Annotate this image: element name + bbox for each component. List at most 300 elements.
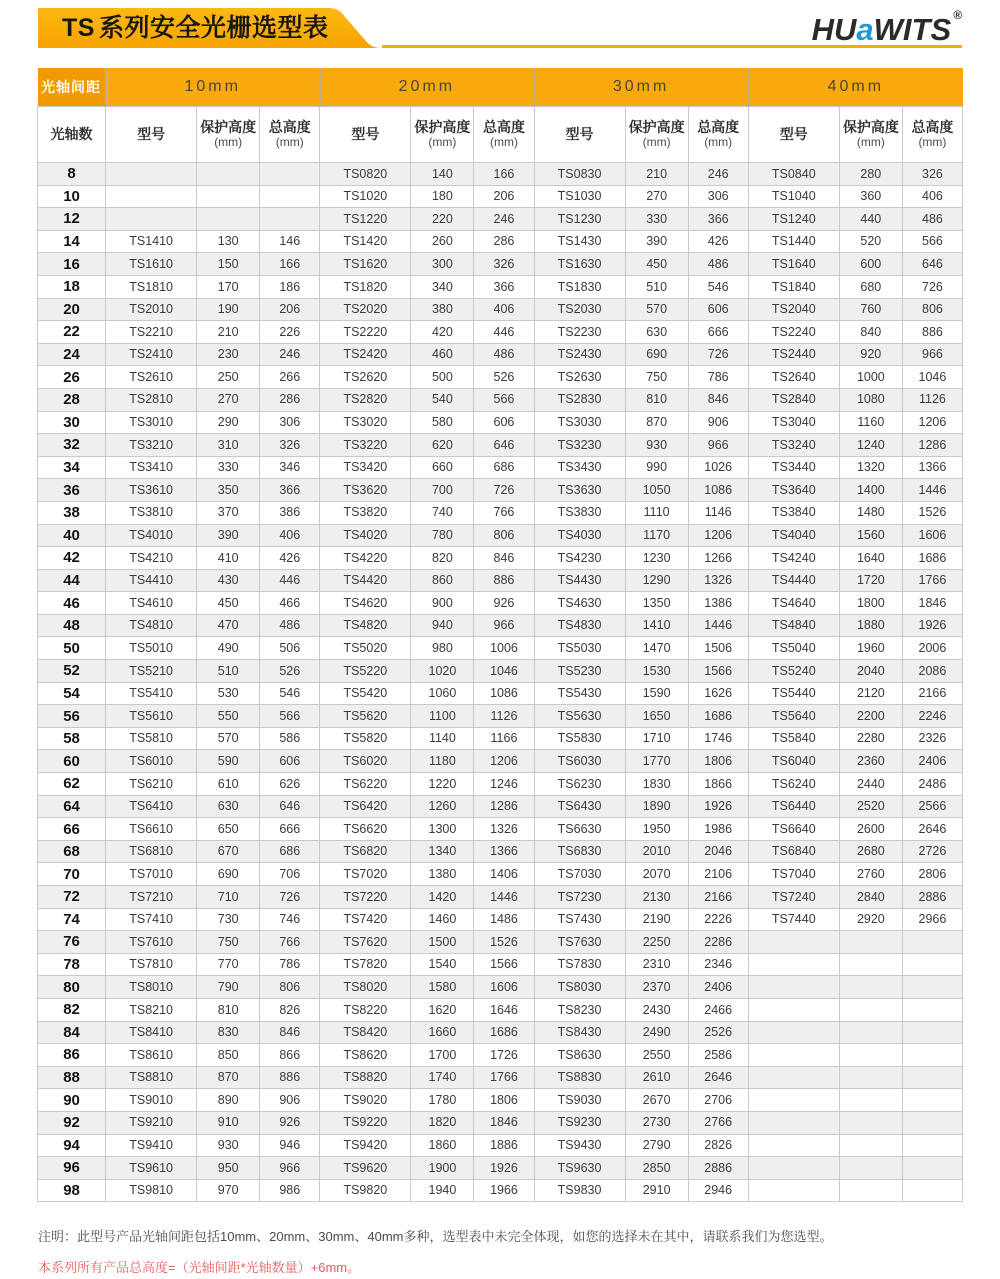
protect-height-cell: 520 xyxy=(839,230,902,253)
model-cell: TS7040 xyxy=(748,863,839,886)
total-height-cell: 786 xyxy=(688,366,748,389)
model-cell: TS1420 xyxy=(320,230,411,253)
total-height-cell: 906 xyxy=(260,1089,320,1112)
model-cell: TS2810 xyxy=(106,388,197,411)
total-height-cell: 706 xyxy=(260,863,320,886)
axes-count-cell: 16 xyxy=(38,253,106,276)
total-height-cell: 546 xyxy=(260,682,320,705)
model-cell: TS7230 xyxy=(534,886,625,909)
total-height-cell: 1326 xyxy=(688,569,748,592)
model-cell: TS4240 xyxy=(748,547,839,570)
total-height-cell: 2326 xyxy=(902,727,962,750)
total-height-cell: 2566 xyxy=(902,795,962,818)
total-height-cell: 1986 xyxy=(688,818,748,841)
total-height-cell: 1286 xyxy=(902,434,962,457)
model-cell: TS4820 xyxy=(320,614,411,637)
model-cell: TS6830 xyxy=(534,840,625,863)
axes-count-cell: 50 xyxy=(38,637,106,660)
model-cell: TS1440 xyxy=(748,230,839,253)
model-cell: TS3610 xyxy=(106,479,197,502)
protect-height-cell: 2070 xyxy=(625,863,688,886)
protect-height-cell: 450 xyxy=(625,253,688,276)
model-cell: TS7410 xyxy=(106,908,197,931)
model-cell: TS2040 xyxy=(748,298,839,321)
model-cell: TS7430 xyxy=(534,908,625,931)
total-height-cell: 1206 xyxy=(902,411,962,434)
table-row-axes-60 xyxy=(38,750,963,773)
total-height-cell: 406 xyxy=(902,185,962,208)
axes-count-cell: 44 xyxy=(38,569,106,592)
table-row-axes-84 xyxy=(38,1021,963,1044)
table-row-axes-16 xyxy=(38,253,963,276)
protect-height-cell: 1380 xyxy=(411,863,474,886)
model-cell: TS3630 xyxy=(534,479,625,502)
model-cell: TS7820 xyxy=(320,953,411,976)
axes-count-cell: 22 xyxy=(38,321,106,344)
axes-count-cell: 46 xyxy=(38,592,106,615)
model-cell: TS1430 xyxy=(534,230,625,253)
protect-height-cell: 1580 xyxy=(411,976,474,999)
total-height-cell: 1526 xyxy=(474,931,534,954)
protect-height-cell: 1710 xyxy=(625,727,688,750)
total-height-cell: 806 xyxy=(260,976,320,999)
protect-height-cell: 830 xyxy=(197,1021,260,1044)
total-height-cell: 2226 xyxy=(688,908,748,931)
page-title-rest: 系列安全光栅选型表 xyxy=(98,14,329,42)
model-cell: TS8810 xyxy=(106,1066,197,1089)
protect-height-cell: 660 xyxy=(411,456,474,479)
total-height-cell: 826 xyxy=(260,998,320,1021)
protect-height-cell: 180 xyxy=(411,185,474,208)
page-title-prefix: TS xyxy=(62,14,95,42)
protect-height-cell: 2760 xyxy=(839,863,902,886)
protect-height-cell xyxy=(839,1089,902,1112)
protect-height-cell: 450 xyxy=(197,592,260,615)
table-row-axes-8 xyxy=(38,163,963,186)
total-height-cell xyxy=(902,1021,962,1044)
model-cell: TS9230 xyxy=(534,1111,625,1134)
total-height-cell: 1046 xyxy=(902,366,962,389)
table-row-axes-36 xyxy=(38,479,963,502)
model-cell: TS2630 xyxy=(534,366,625,389)
protect-height-cell: 270 xyxy=(625,185,688,208)
protect-height-cell: 700 xyxy=(411,479,474,502)
table-row-axes-40 xyxy=(38,524,963,547)
total-height-cell: 386 xyxy=(260,501,320,524)
total-height-cell: 966 xyxy=(474,614,534,637)
total-height-cell: 1006 xyxy=(474,637,534,660)
total-height-header: 总高度 (mm) xyxy=(688,107,748,163)
total-height-cell: 846 xyxy=(688,388,748,411)
table-row-axes-62 xyxy=(38,773,963,796)
protect-height-cell: 2120 xyxy=(839,682,902,705)
total-height-cell: 246 xyxy=(260,343,320,366)
model-cell: TS5020 xyxy=(320,637,411,660)
total-height-cell xyxy=(902,931,962,954)
model-cell xyxy=(748,953,839,976)
total-height-cell: 1406 xyxy=(474,863,534,886)
total-height-cell: 1606 xyxy=(902,524,962,547)
model-cell: TS7630 xyxy=(534,931,625,954)
model-cell: TS4810 xyxy=(106,614,197,637)
axes-count-header: 光轴数 xyxy=(38,107,106,163)
model-cell: TS8830 xyxy=(534,1066,625,1089)
protect-height-header: 保护高度 (mm) xyxy=(197,107,260,163)
total-height-cell: 646 xyxy=(902,253,962,276)
axes-count-cell: 98 xyxy=(38,1179,106,1202)
model-cell: TS9630 xyxy=(534,1157,625,1180)
model-cell: TS8210 xyxy=(106,998,197,1021)
table-row-axes-24 xyxy=(38,343,963,366)
protect-height-cell: 420 xyxy=(411,321,474,344)
model-header: 型号 xyxy=(534,107,625,163)
total-height-cell xyxy=(902,953,962,976)
protect-height-cell: 650 xyxy=(197,818,260,841)
total-height-cell: 566 xyxy=(260,705,320,728)
model-cell: TS4010 xyxy=(106,524,197,547)
protect-height-cell: 1530 xyxy=(625,660,688,683)
protect-height-cell: 1890 xyxy=(625,795,688,818)
model-cell: TS4640 xyxy=(748,592,839,615)
protect-height-cell: 950 xyxy=(197,1157,260,1180)
protect-height-cell: 1650 xyxy=(625,705,688,728)
model-cell: TS8630 xyxy=(534,1044,625,1067)
model-cell: TS0840 xyxy=(748,163,839,186)
axes-count-cell: 40 xyxy=(38,524,106,547)
table-row-axes-96 xyxy=(38,1157,963,1180)
protect-height-cell: 220 xyxy=(411,208,474,231)
protect-height-cell: 440 xyxy=(839,208,902,231)
total-height-cell: 766 xyxy=(260,931,320,954)
model-cell: TS9610 xyxy=(106,1157,197,1180)
total-height-cell xyxy=(902,1111,962,1134)
total-height-cell: 1206 xyxy=(688,524,748,547)
protect-height-cell: 270 xyxy=(197,388,260,411)
total-height-cell: 2706 xyxy=(688,1089,748,1112)
total-height-header: 总高度 (mm) xyxy=(474,107,534,163)
total-height-cell: 446 xyxy=(474,321,534,344)
model-header: 型号 xyxy=(106,107,197,163)
axes-count-cell: 86 xyxy=(38,1044,106,1067)
model-cell: TS1230 xyxy=(534,208,625,231)
axes-count-cell: 54 xyxy=(38,682,106,705)
protect-height-cell: 370 xyxy=(197,501,260,524)
total-height-cell: 566 xyxy=(902,230,962,253)
model-cell: TS9810 xyxy=(106,1179,197,1202)
protect-height-cell: 1900 xyxy=(411,1157,474,1180)
axes-count-cell: 12 xyxy=(38,208,106,231)
model-cell: TS3620 xyxy=(320,479,411,502)
protect-height-cell: 980 xyxy=(411,637,474,660)
model-cell xyxy=(106,163,197,186)
total-height-cell: 626 xyxy=(260,773,320,796)
total-height-cell: 1146 xyxy=(688,501,748,524)
model-cell: TS4030 xyxy=(534,524,625,547)
protect-height-cell: 1220 xyxy=(411,773,474,796)
total-height-cell: 1886 xyxy=(474,1134,534,1157)
protect-height-cell: 1400 xyxy=(839,479,902,502)
protect-height-cell: 2200 xyxy=(839,705,902,728)
total-height-cell xyxy=(260,163,320,186)
total-height-cell: 1846 xyxy=(902,592,962,615)
model-cell: TS6820 xyxy=(320,840,411,863)
model-cell: TS5440 xyxy=(748,682,839,705)
axes-count-cell: 58 xyxy=(38,727,106,750)
total-height-cell: 686 xyxy=(260,840,320,863)
protect-height-cell: 590 xyxy=(197,750,260,773)
axes-count-cell: 88 xyxy=(38,1066,106,1089)
model-cell: TS6040 xyxy=(748,750,839,773)
total-height-cell: 1686 xyxy=(474,1021,534,1044)
protect-height-cell: 2550 xyxy=(625,1044,688,1067)
model-cell: TS9430 xyxy=(534,1134,625,1157)
protect-height-header: 保护高度 (mm) xyxy=(625,107,688,163)
axes-count-cell: 30 xyxy=(38,411,106,434)
axes-count-cell: 92 xyxy=(38,1111,106,1134)
total-height-cell: 886 xyxy=(260,1066,320,1089)
protect-height-cell: 1000 xyxy=(839,366,902,389)
total-height-cell xyxy=(902,1044,962,1067)
axes-count-cell: 24 xyxy=(38,343,106,366)
axes-count-cell: 18 xyxy=(38,275,106,298)
table-row-axes-48 xyxy=(38,614,963,637)
model-cell: TS4420 xyxy=(320,569,411,592)
model-cell: TS5610 xyxy=(106,705,197,728)
total-height-cell: 2886 xyxy=(688,1157,748,1180)
total-height-cell: 1866 xyxy=(688,773,748,796)
protect-height-cell: 1620 xyxy=(411,998,474,1021)
model-cell: TS4830 xyxy=(534,614,625,637)
model-cell: TS1810 xyxy=(106,275,197,298)
protect-height-cell: 2310 xyxy=(625,953,688,976)
total-height-cell: 2726 xyxy=(902,840,962,863)
protect-height-cell: 1410 xyxy=(625,614,688,637)
model-cell: TS3230 xyxy=(534,434,625,457)
model-cell xyxy=(748,1179,839,1202)
protect-height-cell xyxy=(839,1134,902,1157)
model-cell: TS8610 xyxy=(106,1044,197,1067)
model-cell: TS9020 xyxy=(320,1089,411,1112)
protect-height-cell: 2040 xyxy=(839,660,902,683)
protect-height-cell: 2670 xyxy=(625,1089,688,1112)
model-cell: TS9210 xyxy=(106,1111,197,1134)
total-height-cell: 1286 xyxy=(474,795,534,818)
model-cell: TS3210 xyxy=(106,434,197,457)
model-cell: TS6610 xyxy=(106,818,197,841)
protect-height-cell: 810 xyxy=(197,998,260,1021)
model-cell: TS0830 xyxy=(534,163,625,186)
protect-height-cell xyxy=(839,1021,902,1044)
protect-height-cell: 1160 xyxy=(839,411,902,434)
total-height-cell: 486 xyxy=(688,253,748,276)
protect-height-cell: 310 xyxy=(197,434,260,457)
model-cell: TS4020 xyxy=(320,524,411,547)
model-cell: TS5810 xyxy=(106,727,197,750)
total-height-cell: 1446 xyxy=(902,479,962,502)
spacing-group-header-30mm: 30mm xyxy=(534,68,748,107)
model-cell: TS1240 xyxy=(748,208,839,231)
total-height-cell: 2766 xyxy=(688,1111,748,1134)
total-height-cell: 286 xyxy=(260,388,320,411)
model-cell: TS5840 xyxy=(748,727,839,750)
total-height-cell: 846 xyxy=(260,1021,320,1044)
total-height-cell: 606 xyxy=(688,298,748,321)
protect-height-cell: 1880 xyxy=(839,614,902,637)
model-cell: TS4440 xyxy=(748,569,839,592)
protect-height-cell: 1080 xyxy=(839,388,902,411)
protect-height-cell: 330 xyxy=(625,208,688,231)
total-height-cell: 406 xyxy=(260,524,320,547)
note-selection: 注明：此型号产品光轴间距包括10mm、20mm、30mm、40mm多种，选型表中未完全体现，如您的选择未在其中，请联系我们为您选型。 xyxy=(38,1229,833,1245)
model-cell: TS2240 xyxy=(748,321,839,344)
total-height-cell: 2966 xyxy=(902,908,962,931)
model-cell: TS7210 xyxy=(106,886,197,909)
total-height-cell: 1486 xyxy=(474,908,534,931)
total-height-cell: 1926 xyxy=(688,795,748,818)
axes-count-cell: 80 xyxy=(38,976,106,999)
table-row-axes-20 xyxy=(38,298,963,321)
table-row-axes-86 xyxy=(38,1044,963,1067)
protect-height-cell: 900 xyxy=(411,592,474,615)
table-row-axes-68 xyxy=(38,840,963,863)
total-height-cell: 2286 xyxy=(688,931,748,954)
total-height-cell: 2466 xyxy=(688,998,748,1021)
protect-height-cell: 2910 xyxy=(625,1179,688,1202)
model-cell: TS3030 xyxy=(534,411,625,434)
model-cell: TS1630 xyxy=(534,253,625,276)
model-cell: TS3840 xyxy=(748,501,839,524)
protect-height-cell: 2490 xyxy=(625,1021,688,1044)
model-cell: TS6430 xyxy=(534,795,625,818)
total-height-cell: 866 xyxy=(260,1044,320,1067)
table-row-axes-72 xyxy=(38,886,963,909)
table-row-axes-88 xyxy=(38,1066,963,1089)
protect-height-cell: 750 xyxy=(197,931,260,954)
total-height-cell: 906 xyxy=(688,411,748,434)
model-header: 型号 xyxy=(748,107,839,163)
model-cell: TS3830 xyxy=(534,501,625,524)
total-height-cell: 1966 xyxy=(474,1179,534,1202)
model-cell: TS6010 xyxy=(106,750,197,773)
table-row-axes-46 xyxy=(38,592,963,615)
total-height-cell: 146 xyxy=(260,230,320,253)
total-height-cell: 326 xyxy=(474,253,534,276)
model-cell: TS7420 xyxy=(320,908,411,931)
model-cell: TS6620 xyxy=(320,818,411,841)
protect-height-cell: 860 xyxy=(411,569,474,592)
protect-height-header: 保护高度 (mm) xyxy=(411,107,474,163)
table-row-axes-54 xyxy=(38,682,963,705)
selection-table xyxy=(37,68,963,1202)
protect-height-cell: 170 xyxy=(197,275,260,298)
table-row-axes-22 xyxy=(38,321,963,344)
protect-height-cell xyxy=(839,998,902,1021)
model-cell: TS2020 xyxy=(320,298,411,321)
protect-height-cell: 340 xyxy=(411,275,474,298)
total-height-cell: 1566 xyxy=(474,953,534,976)
model-cell: TS2440 xyxy=(748,343,839,366)
total-height-cell: 1026 xyxy=(688,456,748,479)
protect-height-cell: 690 xyxy=(197,863,260,886)
protect-height-cell xyxy=(197,163,260,186)
protect-height-cell: 990 xyxy=(625,456,688,479)
spacing-group-header-40mm: 40mm xyxy=(748,68,962,107)
protect-height-cell: 460 xyxy=(411,343,474,366)
model-cell: TS1830 xyxy=(534,275,625,298)
axes-count-cell: 64 xyxy=(38,795,106,818)
protect-height-cell: 630 xyxy=(197,795,260,818)
protect-height-cell: 630 xyxy=(625,321,688,344)
table-row-axes-18 xyxy=(38,275,963,298)
protect-height-cell: 1700 xyxy=(411,1044,474,1067)
total-height-cell: 1326 xyxy=(474,818,534,841)
total-height-cell: 486 xyxy=(902,208,962,231)
total-height-cell: 2406 xyxy=(688,976,748,999)
model-cell: TS5620 xyxy=(320,705,411,728)
total-height-cell: 886 xyxy=(474,569,534,592)
selection-table-wrap xyxy=(37,68,963,1202)
total-height-cell: 2346 xyxy=(688,953,748,976)
protect-height-cell: 1100 xyxy=(411,705,474,728)
protect-height-cell: 350 xyxy=(197,479,260,502)
total-height-cell: 1726 xyxy=(474,1044,534,1067)
total-height-cell xyxy=(260,208,320,231)
model-cell: TS8030 xyxy=(534,976,625,999)
model-cell: TS5220 xyxy=(320,660,411,683)
total-height-cell: 2806 xyxy=(902,863,962,886)
protect-height-cell: 1020 xyxy=(411,660,474,683)
protect-height-cell: 2190 xyxy=(625,908,688,931)
model-cell: TS9620 xyxy=(320,1157,411,1180)
spacing-group-header-10mm: 10mm xyxy=(106,68,320,107)
total-height-cell: 1166 xyxy=(474,727,534,750)
protect-height-cell: 1420 xyxy=(411,886,474,909)
model-cell: TS6810 xyxy=(106,840,197,863)
axes-count-cell: 48 xyxy=(38,614,106,637)
table-row-axes-10 xyxy=(38,185,963,208)
protect-height-cell: 740 xyxy=(411,501,474,524)
axes-count-cell: 70 xyxy=(38,863,106,886)
model-cell: TS5640 xyxy=(748,705,839,728)
protect-height-cell: 140 xyxy=(411,163,474,186)
total-height-cell: 2946 xyxy=(688,1179,748,1202)
total-height-cell: 1926 xyxy=(902,614,962,637)
protect-height-cell: 1140 xyxy=(411,727,474,750)
total-height-cell: 1446 xyxy=(474,886,534,909)
protect-height-cell: 2250 xyxy=(625,931,688,954)
table-row-axes-26 xyxy=(38,366,963,389)
total-height-cell: 606 xyxy=(474,411,534,434)
total-height-cell: 1086 xyxy=(688,479,748,502)
brand-logo-part: WITS xyxy=(873,12,952,47)
model-cell: TS1030 xyxy=(534,185,625,208)
model-cell xyxy=(748,1134,839,1157)
model-cell: TS4620 xyxy=(320,592,411,615)
model-cell: TS9420 xyxy=(320,1134,411,1157)
total-height-cell: 1526 xyxy=(902,501,962,524)
total-height-cell: 226 xyxy=(260,321,320,344)
model-cell: TS1040 xyxy=(748,185,839,208)
total-height-cell: 1686 xyxy=(902,547,962,570)
model-cell xyxy=(748,998,839,1021)
protect-height-cell: 1480 xyxy=(839,501,902,524)
total-height-cell xyxy=(902,1066,962,1089)
protect-height-cell: 690 xyxy=(625,343,688,366)
table-row-axes-14 xyxy=(38,230,963,253)
model-cell: TS3410 xyxy=(106,456,197,479)
model-cell: TS3020 xyxy=(320,411,411,434)
protect-height-cell: 190 xyxy=(197,298,260,321)
